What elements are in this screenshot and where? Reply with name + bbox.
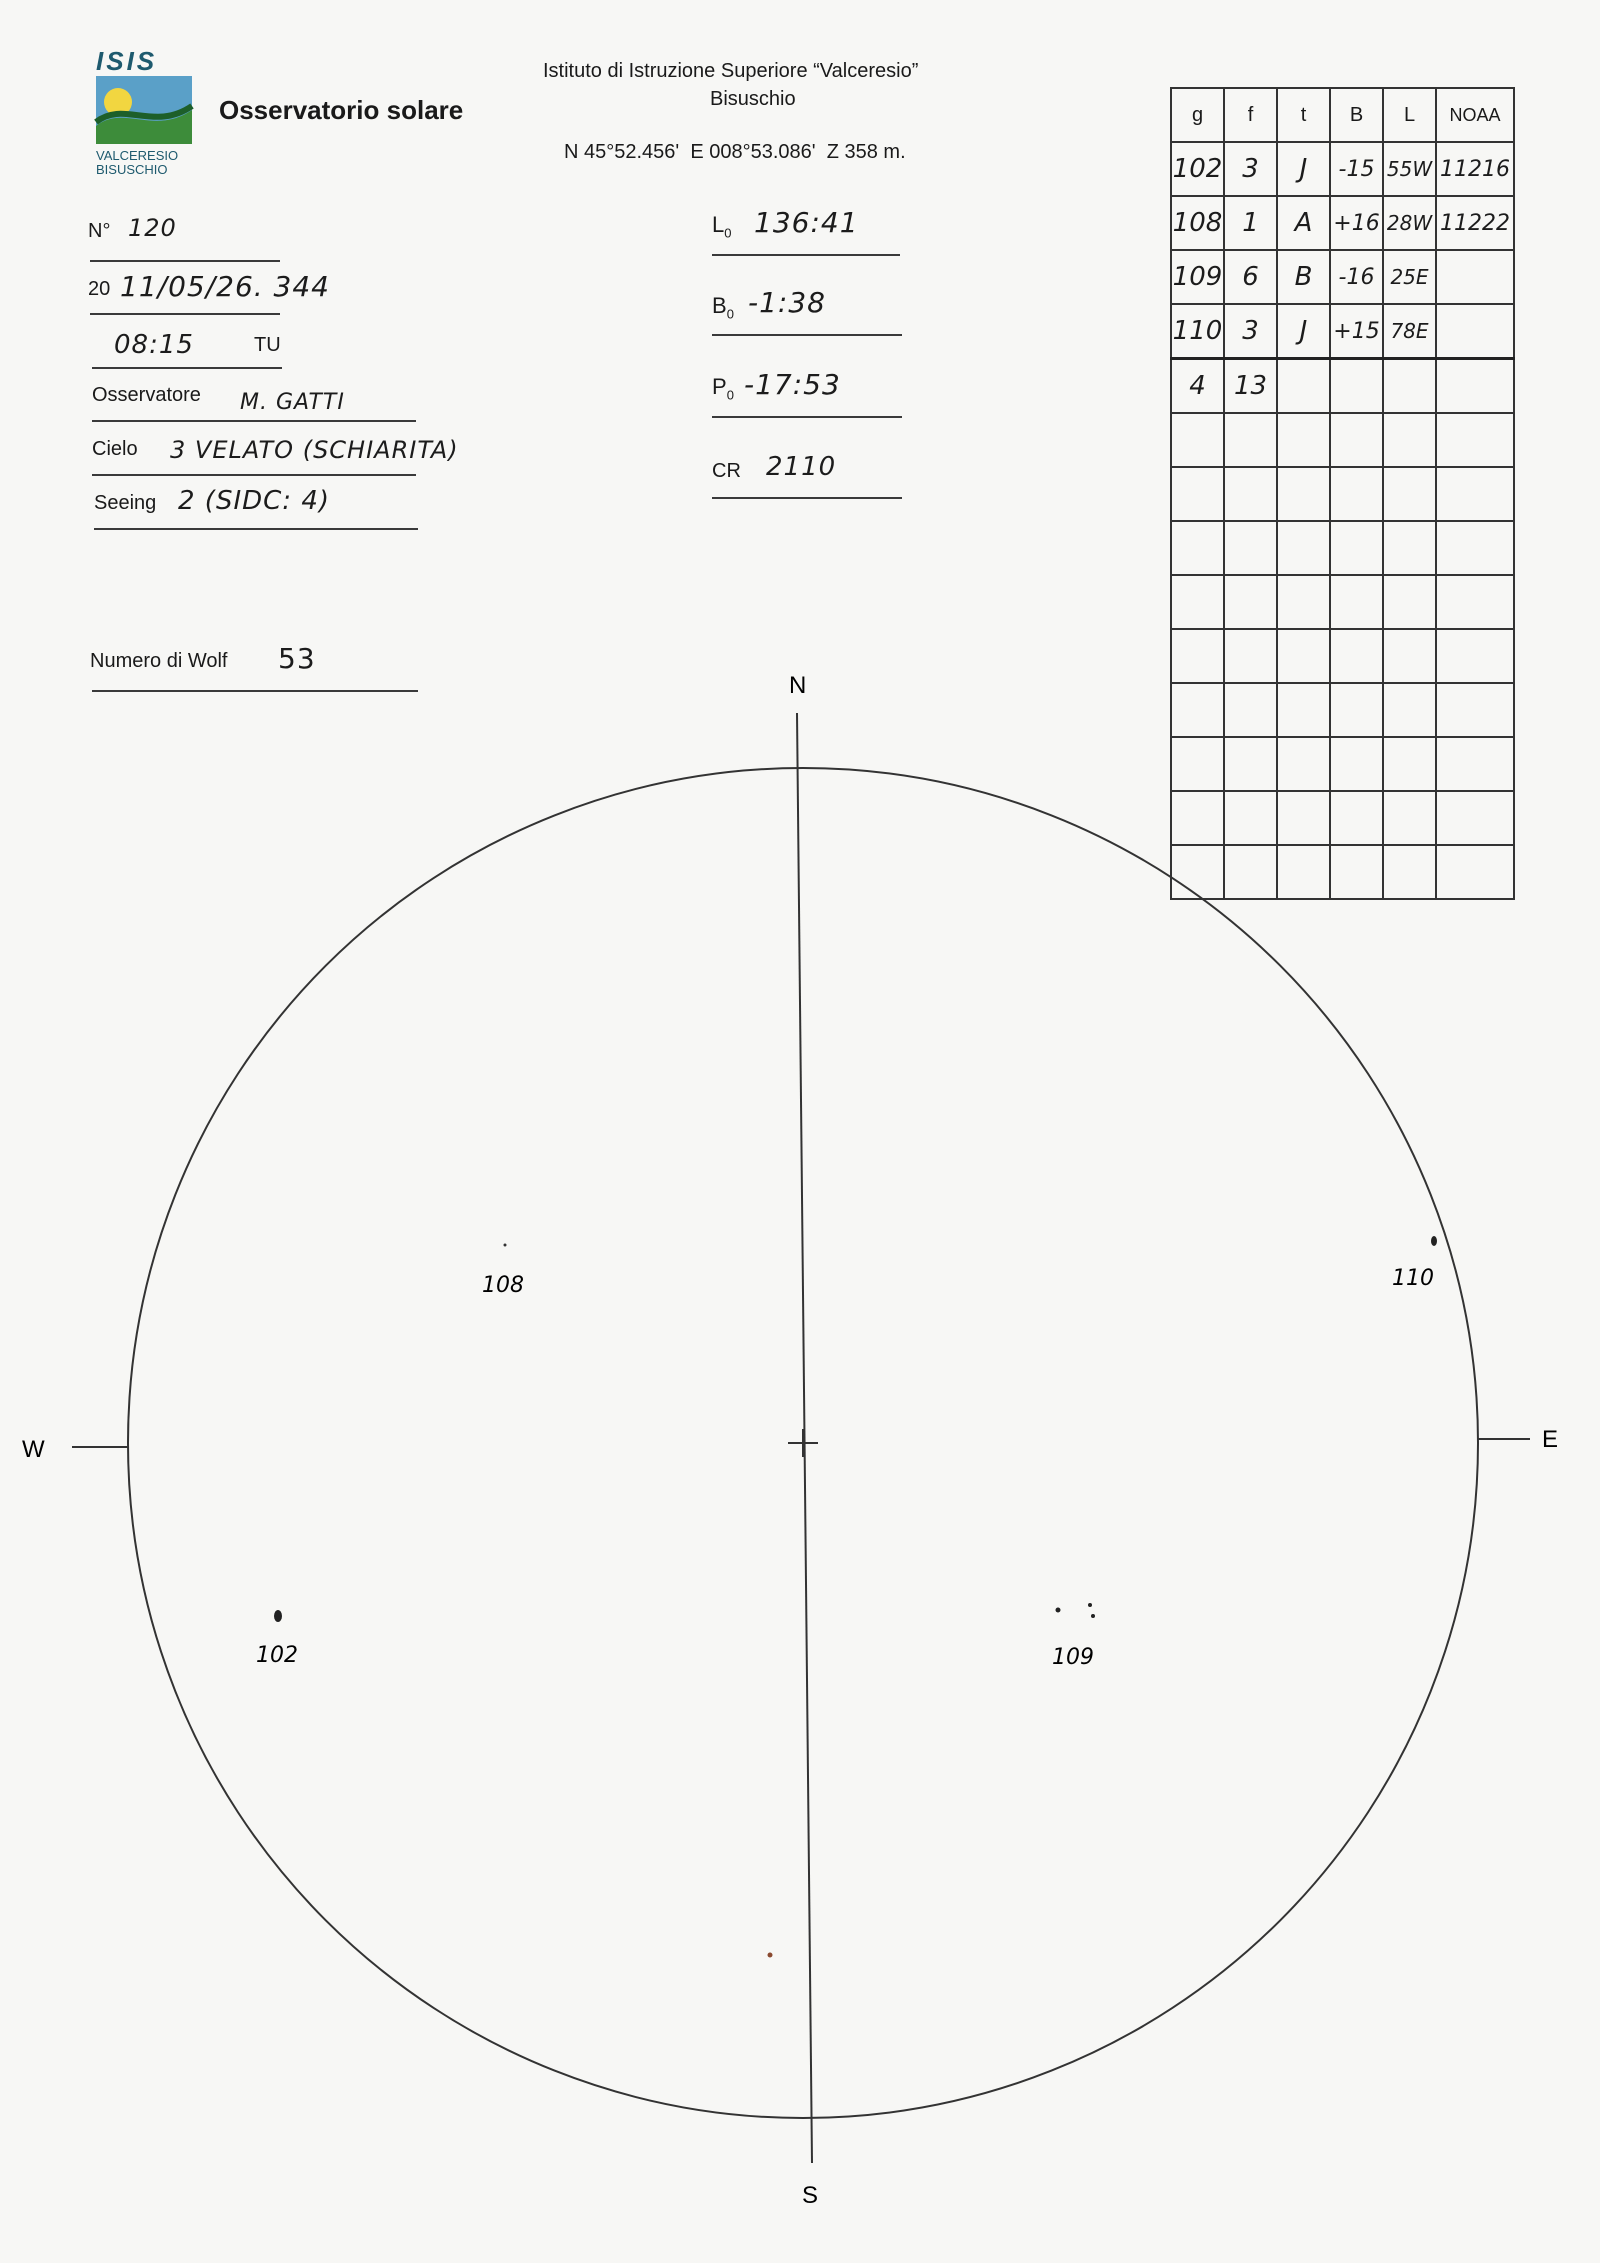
cell [1224, 467, 1277, 521]
sunspot [768, 1953, 773, 1958]
cell: -16 [1330, 250, 1383, 304]
b0-value: -1:38 [748, 286, 826, 319]
cell: J [1277, 304, 1330, 359]
b0-letter: B [712, 293, 727, 318]
date-value: 11/05/26. 344 [120, 270, 330, 303]
table-row [1171, 250, 1514, 304]
p0-value: -17:53 [744, 368, 841, 401]
header-g: g [1171, 88, 1224, 142]
north-label: N [789, 672, 807, 699]
cell: A [1277, 196, 1330, 250]
sunspot [1056, 1608, 1061, 1613]
cell: J [1277, 142, 1330, 196]
cell [1171, 413, 1224, 467]
cell [1330, 467, 1383, 521]
cell [1330, 413, 1383, 467]
group-label: 102 [256, 1643, 298, 1668]
empty-row [1171, 575, 1514, 629]
logo-sub2: BISUSCHIO [96, 162, 168, 177]
header-l: L [1383, 88, 1436, 142]
sky-value: 3 VELATO (SCHIARITA) [170, 436, 459, 464]
l0-letter: L [712, 212, 725, 237]
cell: 109 [1171, 250, 1224, 304]
header-b: B [1330, 88, 1383, 142]
sunspot [1088, 1603, 1092, 1607]
sunspot [504, 1244, 507, 1247]
empty-row [1171, 467, 1514, 521]
b0-line [712, 334, 902, 336]
cell [1436, 467, 1514, 521]
cell: 78E [1383, 304, 1436, 359]
cr-label: CR [712, 460, 741, 482]
p0-line [712, 416, 902, 418]
sunspot [1091, 1614, 1095, 1618]
cell [1224, 521, 1277, 575]
cell [1277, 521, 1330, 575]
time-line [92, 367, 282, 369]
table-row [1171, 142, 1514, 196]
number-line [90, 260, 280, 262]
observer-label: Osservatore [92, 384, 201, 406]
site-coordinates: N 45°52.456' E 008°53.086' Z 358 m. [564, 141, 906, 163]
total-spots: 13 [1224, 359, 1277, 414]
cell [1383, 575, 1436, 629]
date-line [90, 313, 280, 315]
cell [1436, 359, 1514, 414]
logo-emblem-icon [94, 74, 194, 146]
cell [1330, 521, 1383, 575]
cell [1224, 575, 1277, 629]
time-unit: TU [254, 334, 281, 356]
l0-label [712, 212, 731, 240]
header-noaa: NOAA [1436, 88, 1514, 142]
totals-row [1171, 359, 1514, 414]
table-row [1171, 196, 1514, 250]
cell [1436, 521, 1514, 575]
group-label: 108 [482, 1273, 524, 1298]
time-value: 08:15 [114, 330, 194, 360]
group-label: 109 [1052, 1645, 1094, 1670]
cell [1436, 575, 1514, 629]
l0-line [712, 254, 900, 256]
p0-letter: P [712, 374, 727, 399]
b0-label [712, 293, 734, 321]
cell [1383, 467, 1436, 521]
cell [1436, 304, 1514, 359]
year-prefix: 20 [88, 278, 111, 300]
b0-sub: 0 [726, 306, 734, 322]
cell: B [1277, 250, 1330, 304]
cell [1171, 467, 1224, 521]
logo-sub1: VALCERESIO [96, 148, 179, 163]
seeing-value: 2 (SIDC: 4) [178, 486, 331, 516]
cell [1277, 467, 1330, 521]
number-label: N° [88, 220, 111, 242]
header-f: f [1224, 88, 1277, 142]
cell [1171, 575, 1224, 629]
cr-value: 2110 [766, 452, 837, 482]
group-label: 110 [1392, 1266, 1434, 1291]
cell [1330, 575, 1383, 629]
cell: 28W [1383, 196, 1436, 250]
logo-text: ISIS [96, 46, 158, 76]
cell [1383, 521, 1436, 575]
cell [1277, 359, 1330, 414]
cell [1436, 250, 1514, 304]
table-header-row [1171, 88, 1514, 142]
cell [1383, 413, 1436, 467]
east-label: E [1542, 1426, 1559, 1453]
west-label: W [22, 1436, 45, 1463]
observatory-title: Osservatorio solare [219, 95, 464, 125]
sky-line [92, 474, 416, 476]
observer-line [92, 420, 416, 422]
table-row [1171, 304, 1514, 359]
seeing-label: Seeing [94, 492, 157, 514]
cell [1224, 413, 1277, 467]
cell: 3 [1224, 304, 1277, 359]
cell: 110 [1171, 304, 1224, 359]
wolf-label: Numero di Wolf [90, 650, 228, 672]
cell [1436, 413, 1514, 467]
empty-row [1171, 413, 1514, 467]
cell [1330, 359, 1383, 414]
cell: 6 [1224, 250, 1277, 304]
observer-value: M. GATTI [240, 390, 345, 415]
seeing-line [94, 528, 418, 530]
institute-name: Istituto di Istruzione Superiore “Valceresio” [543, 60, 919, 82]
north-south-axis [797, 713, 812, 2163]
empty-row [1171, 521, 1514, 575]
l0-value: 136:41 [754, 206, 859, 239]
south-label: S [802, 2182, 819, 2209]
cell [1277, 575, 1330, 629]
solar-disk-drawing [0, 663, 1600, 2263]
cell [1277, 413, 1330, 467]
cell: 1 [1224, 196, 1277, 250]
sky-label: Cielo [92, 438, 138, 460]
header-t: t [1277, 88, 1330, 142]
p0-label [712, 374, 734, 402]
cell: 11216 [1436, 142, 1514, 196]
wolf-value: 53 [278, 642, 316, 675]
sunspot [1431, 1236, 1437, 1246]
cell: 55W [1383, 142, 1436, 196]
cell: 25E [1383, 250, 1436, 304]
cr-line [712, 497, 902, 499]
total-groups: 4 [1171, 359, 1224, 414]
institute-town: Bisuschio [710, 88, 796, 110]
cell: 108 [1171, 196, 1224, 250]
cell: +15 [1330, 304, 1383, 359]
cell: 3 [1224, 142, 1277, 196]
cell: 102 [1171, 142, 1224, 196]
cell [1171, 521, 1224, 575]
cell: +16 [1330, 196, 1383, 250]
school-logo [92, 48, 202, 178]
cell: 11222 [1436, 196, 1514, 250]
cell [1383, 359, 1436, 414]
sunspot [274, 1610, 282, 1622]
number-value: 120 [128, 214, 177, 242]
l0-sub: 0 [724, 225, 732, 241]
p0-sub: 0 [726, 387, 734, 403]
cell: -15 [1330, 142, 1383, 196]
